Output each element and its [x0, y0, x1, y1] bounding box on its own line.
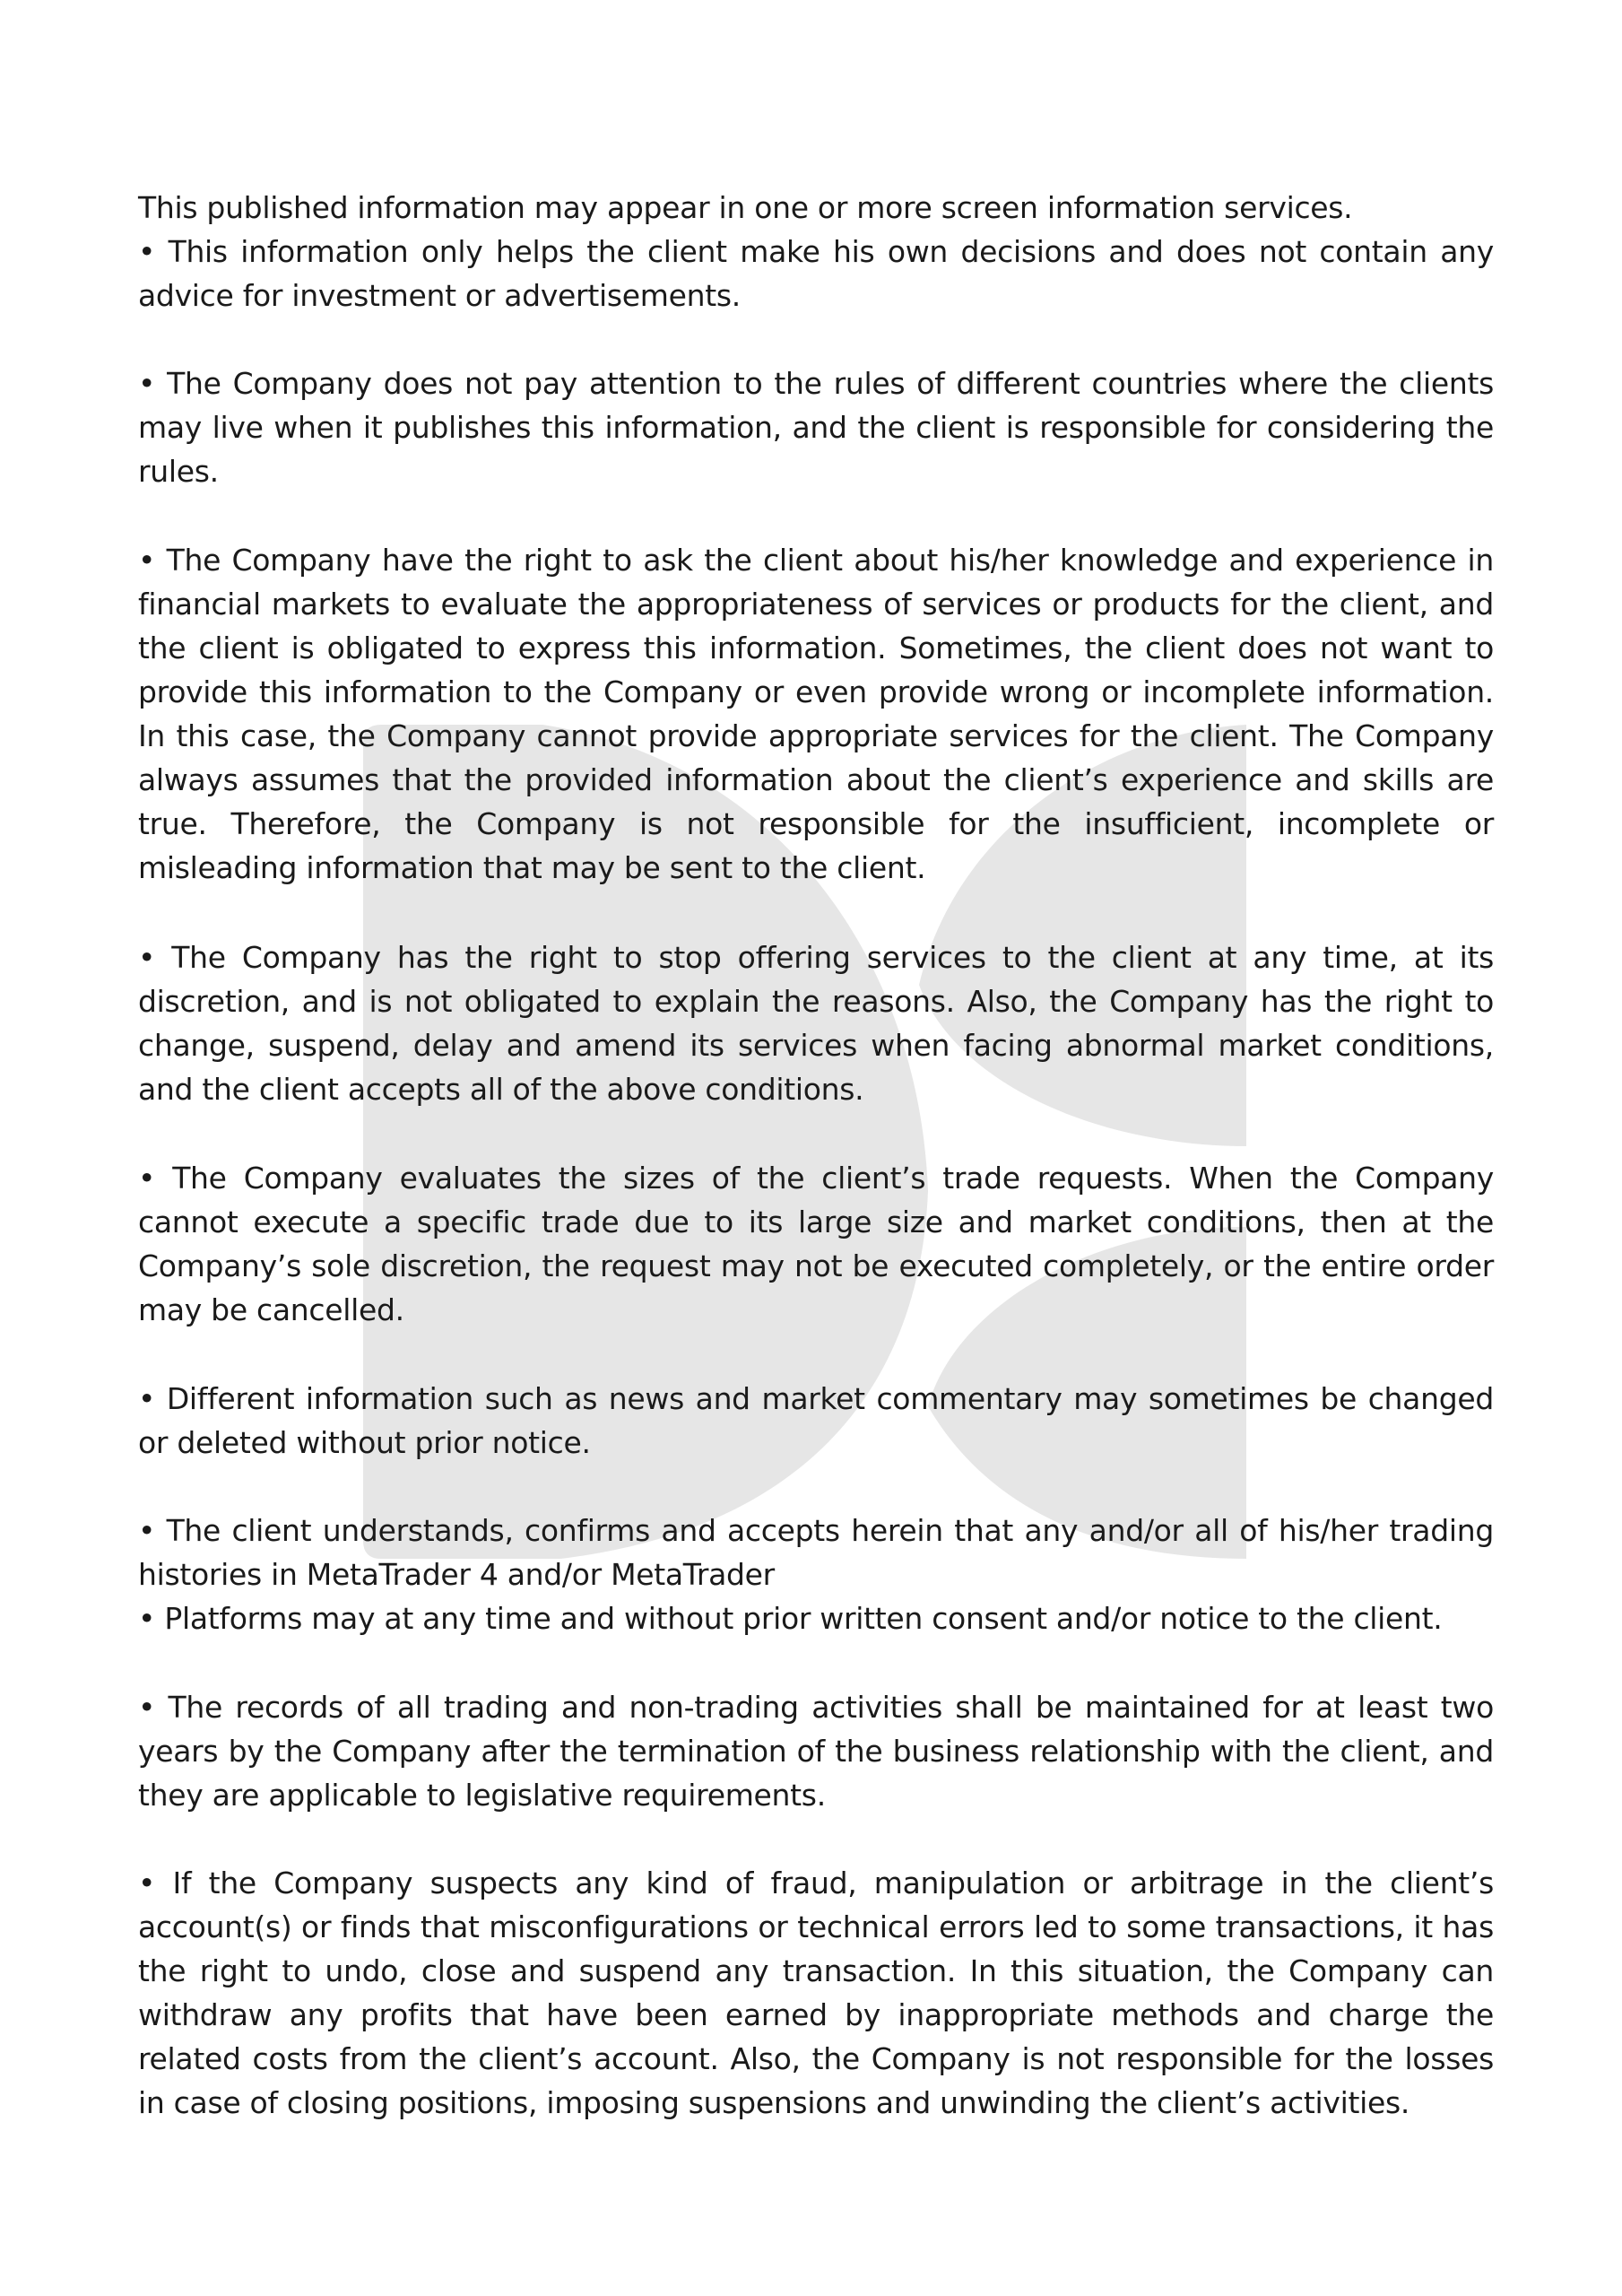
- paragraph-intro-line-1: This published information may appear in one or more screen information services.: [138, 190, 1353, 225]
- paragraph-records: • The records of all trading and non-trading activities shall be maintained for at least two years by the Company after the termination of the business relationship with the client, and they are applicable to legislative requirements.: [138, 1690, 1494, 1813]
- paragraph-stop-services: • The Company has the right to stop offering services to the client at any time, at its discretion, and is not obligated to explain the reasons. Also, the Company has the right to change, suspend, delay and amend its services when facing abnormal market conditions, and the client accepts all of the above conditions.: [138, 940, 1494, 1107]
- paragraph-histories: [138, 1509, 1494, 1640]
- paragraph-knowledge: • The Company have the right to ask the client about his/her knowledge and experience in financial markets to evaluate the appropriateness of services or products for the client, and the client is obligated to express this information. Sometimes, the client does not want to provide this information to the Company or even provide wrong or incomplete information. In this case, the Company cannot provide appropriate services for the client. The Company always assumes that the provided information about the client’s experience and skills are true. Therefore, the Company is not responsible for the insufficient, incomplete or misleading information that may be sent to the client.: [138, 543, 1494, 885]
- paragraph-intro-line-2: • This information only helps the client make his own decisions and does not contain any advice for investment or advertisements.: [138, 234, 1494, 313]
- paragraph-trade-sizes: • The Company evaluates the sizes of the client’s trade requests. When the Company cannot execute a specific trade due to its large size and market conditions, then at the Company’s sole discretion, the request may not be executed completely, or the entire order may be cancelled.: [138, 1161, 1494, 1327]
- paragraph-rules: • The Company does not pay attention to the rules of different countries where the clients may live when it publishes this information, and the client is responsible for considering the rules.: [138, 366, 1494, 489]
- paragraph-histories-line-2: • Platforms may at any time and without prior written consent and/or notice to the client.: [138, 1601, 1443, 1636]
- paragraph-histories-line-1: • The client understands, confirms and accepts herein that any and/or all of his/her trading histories in MetaTrader 4 and/or MetaTrader: [138, 1513, 1494, 1592]
- paragraph-intro: [138, 186, 1494, 317]
- paragraph-fraud: • If the Company suspects any kind of fraud, manipulation or arbitrage in the client’s account(s) or finds that misconfigurations or technical errors led to some transactions, it has the right to undo, close and suspend any transaction. In this situation, the Company can withdraw any profits that have been earned by inappropriate methods and charge the related costs from the client’s account. Also, the Company is not responsible for the losses in case of closing positions, imposing suspensions and unwinding the client’s activities.: [138, 1866, 1494, 2120]
- paragraph-news: • Different information such as news and market commentary may sometimes be changed or deleted without prior notice.: [138, 1381, 1494, 1460]
